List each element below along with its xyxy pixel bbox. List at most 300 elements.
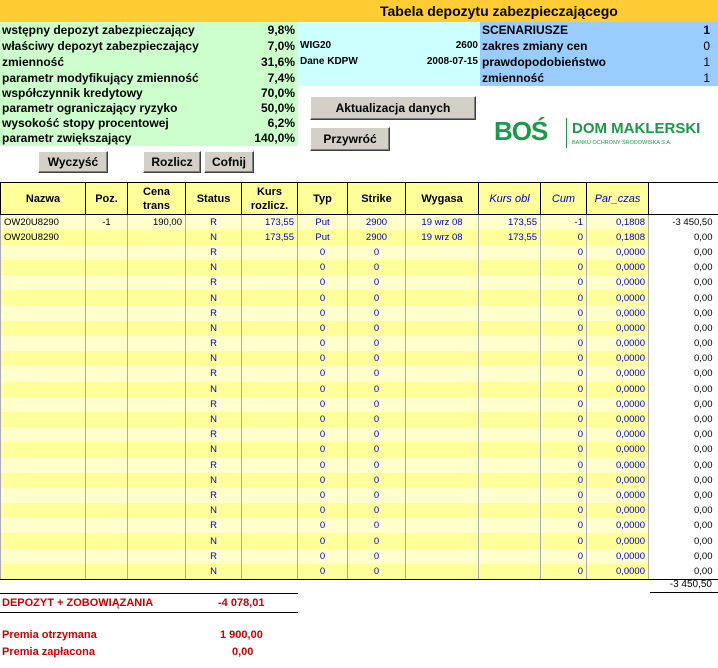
cell-cum[interactable]: 0 (541, 458, 587, 473)
cell-trade-price[interactable] (128, 275, 186, 290)
cell-settlement-price[interactable] (242, 321, 298, 336)
cell-position[interactable] (86, 290, 128, 305)
restore-button[interactable]: Przywróć (310, 127, 390, 151)
cell-par-time[interactable]: 0,0000 (587, 458, 649, 473)
cell-expiry[interactable] (406, 473, 479, 488)
cell-type[interactable]: 0 (298, 564, 348, 579)
column-header-name[interactable]: Nazwa (1, 183, 86, 215)
cell-position[interactable] (86, 321, 128, 336)
cell-strike[interactable]: 2900 (348, 215, 406, 230)
cell-settlement-price[interactable] (242, 518, 298, 533)
cell-name[interactable] (1, 290, 86, 305)
cell-calc-price[interactable] (479, 336, 541, 351)
cell-trade-price[interactable] (128, 382, 186, 397)
cell-trade-price[interactable] (128, 397, 186, 412)
table-row[interactable] (1, 533, 718, 548)
table-row[interactable] (1, 564, 718, 579)
cell-status[interactable]: R (186, 458, 242, 473)
param-row[interactable] (0, 38, 298, 54)
cell-cum[interactable]: 0 (541, 427, 587, 442)
cell-value[interactable]: 0,00 (649, 518, 718, 533)
cell-status[interactable]: N (186, 442, 242, 457)
table-row[interactable] (1, 458, 718, 473)
cell-name[interactable] (1, 458, 86, 473)
cell-cum[interactable]: 0 (541, 549, 587, 564)
cell-position[interactable] (86, 351, 128, 366)
cell-expiry[interactable] (406, 533, 479, 548)
cell-par-time[interactable]: 0,0000 (587, 488, 649, 503)
cell-trade-price[interactable] (128, 336, 186, 351)
cell-value[interactable]: 0,00 (649, 458, 718, 473)
scenario-row[interactable] (480, 70, 718, 86)
cell-par-time[interactable]: 0,0000 (587, 442, 649, 457)
cell-settlement-price[interactable] (242, 427, 298, 442)
cell-par-time[interactable]: 0,0000 (587, 533, 649, 548)
cell-par-time[interactable]: 0,0000 (587, 382, 649, 397)
scenario-row[interactable] (480, 22, 718, 38)
cell-name[interactable] (1, 549, 86, 564)
cell-cum[interactable]: 0 (541, 321, 587, 336)
update-data-button[interactable]: Aktualizacja danych (310, 96, 476, 120)
param-row[interactable] (0, 54, 298, 70)
cell-calc-price[interactable] (479, 351, 541, 366)
cell-par-time[interactable]: 0,0000 (587, 321, 649, 336)
cell-name[interactable] (1, 245, 86, 260)
cell-expiry[interactable] (406, 458, 479, 473)
cell-name[interactable] (1, 564, 86, 579)
cell-calc-price[interactable] (479, 306, 541, 321)
cell-type[interactable]: Put (298, 230, 348, 245)
cell-par-time[interactable]: 0,0000 (587, 412, 649, 427)
cell-strike[interactable]: 0 (348, 564, 406, 579)
cell-value[interactable]: 0,00 (649, 260, 718, 275)
cell-status[interactable]: N (186, 412, 242, 427)
table-row[interactable] (1, 442, 718, 457)
cell-calc-price[interactable] (479, 397, 541, 412)
cell-name[interactable] (1, 473, 86, 488)
cell-value[interactable]: 0,00 (649, 488, 718, 503)
cell-calc-price[interactable] (479, 366, 541, 381)
cell-cum[interactable]: 0 (541, 290, 587, 305)
cell-expiry[interactable] (406, 306, 479, 321)
cell-position[interactable] (86, 533, 128, 548)
column-header-par-time[interactable]: Par_czas (587, 183, 649, 215)
cell-strike[interactable]: 0 (348, 533, 406, 548)
cell-par-time[interactable]: 0,1808 (587, 215, 649, 230)
table-row[interactable] (1, 245, 718, 260)
cell-settlement-price[interactable] (242, 564, 298, 579)
cell-position[interactable] (86, 230, 128, 245)
cell-trade-price[interactable] (128, 442, 186, 457)
table-row[interactable] (1, 503, 718, 518)
param-row[interactable] (0, 115, 298, 131)
cell-expiry[interactable] (406, 290, 479, 305)
cell-position[interactable] (86, 306, 128, 321)
cell-settlement-price[interactable] (242, 397, 298, 412)
cell-calc-price[interactable] (479, 382, 541, 397)
cell-cum[interactable]: 0 (541, 306, 587, 321)
cell-par-time[interactable]: 0,0000 (587, 275, 649, 290)
cell-expiry[interactable] (406, 382, 479, 397)
cell-status[interactable]: N (186, 473, 242, 488)
cell-trade-price[interactable] (128, 260, 186, 275)
cell-name[interactable] (1, 488, 86, 503)
cell-name[interactable] (1, 321, 86, 336)
cell-cum[interactable]: 0 (541, 230, 587, 245)
cell-settlement-price[interactable] (242, 306, 298, 321)
cell-type[interactable]: 0 (298, 260, 348, 275)
cell-position[interactable] (86, 427, 128, 442)
cell-calc-price[interactable] (479, 260, 541, 275)
cell-calc-price[interactable] (479, 427, 541, 442)
cell-trade-price[interactable] (128, 321, 186, 336)
table-row[interactable] (1, 275, 718, 290)
cell-trade-price[interactable] (128, 351, 186, 366)
table-row[interactable] (1, 260, 718, 275)
cell-expiry[interactable] (406, 321, 479, 336)
cell-status[interactable]: R (186, 275, 242, 290)
table-row[interactable] (1, 366, 718, 381)
cell-calc-price[interactable] (479, 275, 541, 290)
cell-cum[interactable]: 0 (541, 260, 587, 275)
clear-button[interactable]: Wyczyść (38, 151, 108, 173)
cell-cum[interactable]: 0 (541, 503, 587, 518)
cell-type[interactable]: 0 (298, 245, 348, 260)
cell-par-time[interactable]: 0,0000 (587, 427, 649, 442)
cell-strike[interactable]: 0 (348, 518, 406, 533)
cell-position[interactable] (86, 564, 128, 579)
cell-expiry[interactable]: 19 wrz 08 (406, 215, 479, 230)
param-row[interactable] (0, 130, 298, 146)
cell-calc-price[interactable] (479, 564, 541, 579)
cell-value[interactable]: 0,00 (649, 321, 718, 336)
cell-value[interactable]: 0,00 (649, 412, 718, 427)
cell-strike[interactable]: 0 (348, 549, 406, 564)
cell-expiry[interactable] (406, 275, 479, 290)
cell-strike[interactable]: 0 (348, 458, 406, 473)
cell-par-time[interactable]: 0,0000 (587, 397, 649, 412)
cell-strike[interactable]: 0 (348, 321, 406, 336)
cell-expiry[interactable] (406, 549, 479, 564)
cell-trade-price[interactable] (128, 366, 186, 381)
cell-type[interactable]: 0 (298, 275, 348, 290)
undo-button[interactable]: Cofnij (204, 151, 254, 173)
cell-cum[interactable]: 0 (541, 397, 587, 412)
cell-strike[interactable]: 0 (348, 245, 406, 260)
column-header-status[interactable]: Status (186, 183, 242, 215)
cell-settlement-price[interactable] (242, 382, 298, 397)
cell-position[interactable] (86, 260, 128, 275)
cell-type[interactable]: 0 (298, 366, 348, 381)
cell-par-time[interactable]: 0,0000 (587, 336, 649, 351)
param-row[interactable] (0, 22, 298, 38)
cell-value[interactable]: 0,00 (649, 564, 718, 579)
cell-calc-price[interactable] (479, 488, 541, 503)
cell-expiry[interactable] (406, 427, 479, 442)
cell-calc-price[interactable] (479, 549, 541, 564)
cell-position[interactable] (86, 549, 128, 564)
cell-settlement-price[interactable] (242, 290, 298, 305)
cell-expiry[interactable] (406, 351, 479, 366)
table-row[interactable] (1, 488, 718, 503)
cell-position[interactable] (86, 245, 128, 260)
cell-calc-price[interactable] (479, 245, 541, 260)
cell-cum[interactable]: 0 (541, 382, 587, 397)
cell-name[interactable] (1, 397, 86, 412)
cell-status[interactable]: R (186, 306, 242, 321)
cell-settlement-price[interactable] (242, 275, 298, 290)
cell-cum[interactable]: -1 (541, 215, 587, 230)
calculate-button[interactable]: Rozlicz (143, 151, 201, 173)
cell-strike[interactable]: 0 (348, 351, 406, 366)
cell-strike[interactable]: 0 (348, 442, 406, 457)
cell-strike[interactable]: 0 (348, 503, 406, 518)
cell-expiry[interactable] (406, 260, 479, 275)
cell-par-time[interactable]: 0,0000 (587, 290, 649, 305)
table-row[interactable] (1, 215, 718, 230)
cell-strike[interactable]: 0 (348, 488, 406, 503)
cell-trade-price[interactable] (128, 427, 186, 442)
cell-type[interactable]: 0 (298, 306, 348, 321)
cell-position[interactable]: -1 (86, 215, 128, 230)
cell-settlement-price[interactable] (242, 336, 298, 351)
cell-name[interactable] (1, 442, 86, 457)
cell-status[interactable]: N (186, 564, 242, 579)
cell-value[interactable]: 0,00 (649, 397, 718, 412)
cell-type[interactable]: 0 (298, 290, 348, 305)
cell-settlement-price[interactable] (242, 442, 298, 457)
cell-value[interactable]: 0,00 (649, 503, 718, 518)
cell-value[interactable]: 0,00 (649, 275, 718, 290)
cell-trade-price[interactable] (128, 230, 186, 245)
cell-name[interactable] (1, 351, 86, 366)
param-row[interactable] (0, 100, 298, 116)
cell-type[interactable]: Put (298, 215, 348, 230)
cell-expiry[interactable] (406, 397, 479, 412)
cell-status[interactable]: R (186, 549, 242, 564)
cell-cum[interactable]: 0 (541, 245, 587, 260)
cell-status[interactable]: N (186, 290, 242, 305)
cell-expiry[interactable]: 19 wrz 08 (406, 230, 479, 245)
cell-strike[interactable]: 0 (348, 397, 406, 412)
cell-value[interactable]: 0,00 (649, 473, 718, 488)
cell-name[interactable] (1, 336, 86, 351)
cell-position[interactable] (86, 275, 128, 290)
param-row[interactable] (0, 85, 298, 101)
table-row[interactable] (1, 518, 718, 533)
cell-trade-price[interactable] (128, 412, 186, 427)
cell-strike[interactable]: 0 (348, 306, 406, 321)
cell-settlement-price[interactable] (242, 503, 298, 518)
cell-status[interactable]: R (186, 336, 242, 351)
cell-name[interactable] (1, 412, 86, 427)
table-row[interactable] (1, 336, 718, 351)
cell-trade-price[interactable] (128, 488, 186, 503)
cell-settlement-price[interactable] (242, 549, 298, 564)
cell-type[interactable]: 0 (298, 518, 348, 533)
column-header-settlement-price[interactable]: Kurs rozlicz. (242, 183, 298, 215)
wig20-row[interactable] (298, 38, 480, 54)
table-row[interactable] (1, 306, 718, 321)
cell-expiry[interactable] (406, 366, 479, 381)
cell-position[interactable] (86, 382, 128, 397)
cell-calc-price[interactable] (479, 290, 541, 305)
cell-calc-price[interactable] (479, 518, 541, 533)
cell-settlement-price[interactable] (242, 488, 298, 503)
column-header-expiry[interactable]: Wygasa (406, 183, 479, 215)
cell-settlement-price[interactable] (242, 533, 298, 548)
cell-expiry[interactable] (406, 412, 479, 427)
cell-type[interactable]: 0 (298, 397, 348, 412)
cell-trade-price[interactable] (128, 518, 186, 533)
cell-expiry[interactable] (406, 336, 479, 351)
cell-settlement-price[interactable]: 173,55 (242, 230, 298, 245)
cell-strike[interactable]: 0 (348, 412, 406, 427)
cell-name[interactable] (1, 503, 86, 518)
cell-position[interactable] (86, 336, 128, 351)
cell-par-time[interactable]: 0,0000 (587, 564, 649, 579)
cell-value[interactable]: 0,00 (649, 245, 718, 260)
column-header-type[interactable]: Typ (298, 183, 348, 215)
column-header-position[interactable]: Poz. (86, 183, 128, 215)
cell-strike[interactable]: 0 (348, 366, 406, 381)
cell-expiry[interactable] (406, 245, 479, 260)
column-header-calc-price[interactable]: Kurs obl (479, 183, 541, 215)
cell-type[interactable]: 0 (298, 321, 348, 336)
cell-trade-price[interactable] (128, 503, 186, 518)
cell-cum[interactable]: 0 (541, 442, 587, 457)
cell-type[interactable]: 0 (298, 473, 348, 488)
table-row[interactable] (1, 549, 718, 564)
cell-trade-price[interactable] (128, 290, 186, 305)
cell-status[interactable]: N (186, 382, 242, 397)
cell-type[interactable]: 0 (298, 488, 348, 503)
kdpw-row[interactable] (298, 54, 480, 70)
cell-name[interactable] (1, 306, 86, 321)
cell-type[interactable]: 0 (298, 458, 348, 473)
cell-trade-price[interactable] (128, 245, 186, 260)
cell-position[interactable] (86, 503, 128, 518)
cell-name[interactable] (1, 260, 86, 275)
cell-type[interactable]: 0 (298, 503, 348, 518)
cell-name[interactable]: OW20U8290 (1, 215, 86, 230)
scenario-row[interactable] (480, 38, 718, 54)
cell-trade-price[interactable] (128, 473, 186, 488)
cell-calc-price[interactable] (479, 503, 541, 518)
cell-strike[interactable]: 0 (348, 473, 406, 488)
cell-trade-price[interactable] (128, 306, 186, 321)
cell-calc-price[interactable]: 173,55 (479, 230, 541, 245)
cell-calc-price[interactable] (479, 321, 541, 336)
table-row[interactable] (1, 473, 718, 488)
cell-value[interactable]: 0,00 (649, 442, 718, 457)
cell-status[interactable]: N (186, 230, 242, 245)
cell-cum[interactable]: 0 (541, 488, 587, 503)
table-row[interactable] (1, 397, 718, 412)
cell-value[interactable]: 0,00 (649, 336, 718, 351)
cell-settlement-price[interactable] (242, 412, 298, 427)
cell-par-time[interactable]: 0,0000 (587, 366, 649, 381)
cell-cum[interactable]: 0 (541, 518, 587, 533)
cell-par-time[interactable]: 0,0000 (587, 473, 649, 488)
cell-par-time[interactable]: 0,0000 (587, 245, 649, 260)
table-row[interactable] (1, 290, 718, 305)
cell-par-time[interactable]: 0,0000 (587, 351, 649, 366)
cell-calc-price[interactable] (479, 442, 541, 457)
cell-calc-price[interactable] (479, 458, 541, 473)
cell-type[interactable]: 0 (298, 412, 348, 427)
cell-position[interactable] (86, 442, 128, 457)
cell-strike[interactable]: 0 (348, 260, 406, 275)
cell-status[interactable]: R (186, 245, 242, 260)
cell-status[interactable]: R (186, 427, 242, 442)
cell-name[interactable] (1, 275, 86, 290)
cell-cum[interactable]: 0 (541, 275, 587, 290)
cell-par-time[interactable]: 0,0000 (587, 503, 649, 518)
cell-name[interactable] (1, 533, 86, 548)
cell-expiry[interactable] (406, 442, 479, 457)
cell-type[interactable]: 0 (298, 336, 348, 351)
cell-type[interactable]: 0 (298, 427, 348, 442)
cell-calc-price[interactable]: 173,55 (479, 215, 541, 230)
cell-name[interactable] (1, 427, 86, 442)
table-row[interactable] (1, 412, 718, 427)
cell-status[interactable]: N (186, 321, 242, 336)
cell-value[interactable]: 0,00 (649, 351, 718, 366)
cell-position[interactable] (86, 412, 128, 427)
cell-par-time[interactable]: 0,1808 (587, 230, 649, 245)
cell-value[interactable]: 0,00 (649, 382, 718, 397)
column-header-trade-price[interactable]: Cena trans (128, 183, 186, 215)
cell-status[interactable]: N (186, 533, 242, 548)
cell-settlement-price[interactable] (242, 473, 298, 488)
cell-expiry[interactable] (406, 564, 479, 579)
cell-trade-price[interactable] (128, 458, 186, 473)
cell-calc-price[interactable] (479, 473, 541, 488)
cell-calc-price[interactable] (479, 412, 541, 427)
cell-status[interactable]: R (186, 397, 242, 412)
cell-trade-price[interactable] (128, 549, 186, 564)
cell-cum[interactable]: 0 (541, 336, 587, 351)
cell-status[interactable]: R (186, 518, 242, 533)
cell-status[interactable]: R (186, 488, 242, 503)
cell-settlement-price[interactable]: 173,55 (242, 215, 298, 230)
table-row[interactable] (1, 427, 718, 442)
cell-par-time[interactable]: 0,0000 (587, 549, 649, 564)
cell-value[interactable]: 0,00 (649, 290, 718, 305)
cell-status[interactable]: N (186, 351, 242, 366)
cell-cum[interactable]: 0 (541, 351, 587, 366)
cell-value[interactable]: -3 450,50 (649, 215, 718, 230)
cell-cum[interactable]: 0 (541, 366, 587, 381)
cell-expiry[interactable] (406, 503, 479, 518)
cell-strike[interactable]: 0 (348, 336, 406, 351)
cell-position[interactable] (86, 473, 128, 488)
cell-value[interactable]: 0,00 (649, 533, 718, 548)
cell-strike[interactable]: 0 (348, 427, 406, 442)
cell-name[interactable]: OW20U8290 (1, 230, 86, 245)
cell-trade-price[interactable]: 190,00 (128, 215, 186, 230)
cell-status[interactable]: N (186, 260, 242, 275)
cell-strike[interactable]: 2900 (348, 230, 406, 245)
cell-position[interactable] (86, 397, 128, 412)
param-row[interactable] (0, 70, 298, 86)
cell-settlement-price[interactable] (242, 245, 298, 260)
cell-strike[interactable]: 0 (348, 290, 406, 305)
cell-strike[interactable]: 0 (348, 382, 406, 397)
cell-cum[interactable]: 0 (541, 533, 587, 548)
scenario-row[interactable] (480, 54, 718, 70)
